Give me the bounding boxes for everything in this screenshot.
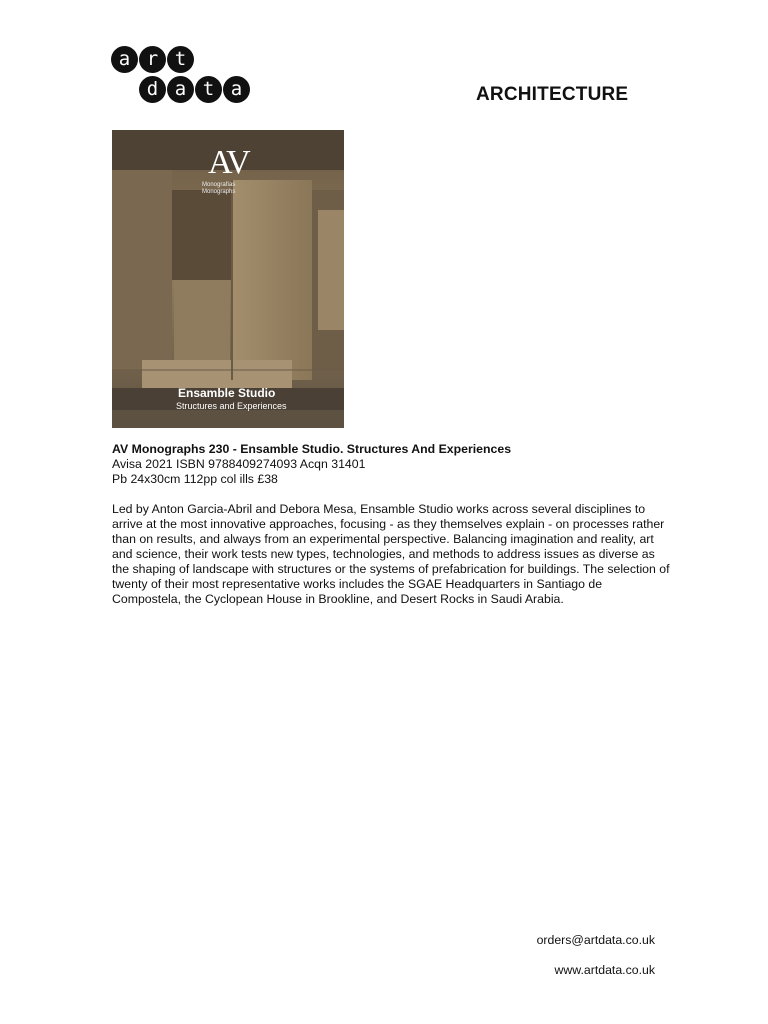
logo-letter: t bbox=[195, 76, 222, 103]
section-title: ARCHITECTURE bbox=[476, 84, 629, 105]
book-details bbox=[112, 442, 672, 487]
format-line: Pb 24x30cm 112pp col ills £38 bbox=[112, 472, 278, 486]
cover-masthead: AV bbox=[208, 144, 249, 181]
logo-letter: d bbox=[139, 76, 166, 103]
logo-letter: t bbox=[167, 46, 194, 73]
cover-masthead-sub: Monografías Monographs bbox=[202, 182, 236, 195]
logo-row-art bbox=[111, 46, 195, 73]
contact-email[interactable]: orders@artdata.co.uk bbox=[536, 933, 655, 947]
logo-letter: a bbox=[223, 76, 250, 103]
artdata-logo bbox=[111, 46, 251, 104]
book-title: AV Monographs 230 - Ensamble Studio. Structures And Experiences bbox=[112, 442, 512, 456]
book-description: Led by Anton Garcia-Abril and Debora Mesa, Ensamble Studio works across several disciplines to arrive at the most innovative approaches, focusing - as they themselves explain - on processes rather than on results, and always from an experimental perspective. Balancing imagination and reality, art and science, their work tests new types, technologies, and methods to address issues as diverse as the shaping of landscape with structures or the systems of prefabrication for buildings. The selection of twenty of their most representative works includes the SGAE Headquarters in Santiago de Compostela, the Cyclopean House in Brookline, and Desert Rocks in Saudi Arabia. bbox=[112, 502, 670, 606]
cover-subtitle: Structures and Experiences bbox=[176, 401, 287, 411]
book-cover-image bbox=[112, 130, 344, 428]
publisher-line: Avisa 2021 ISBN 9788409274093 Acqn 31401 bbox=[112, 457, 366, 471]
logo-letter: a bbox=[167, 76, 194, 103]
logo-letter: a bbox=[111, 46, 138, 73]
cover-title: Ensamble Studio bbox=[178, 386, 276, 400]
logo-letter: r bbox=[139, 46, 166, 73]
contact-website[interactable]: www.artdata.co.uk bbox=[554, 963, 655, 977]
logo-row-data bbox=[139, 76, 251, 103]
